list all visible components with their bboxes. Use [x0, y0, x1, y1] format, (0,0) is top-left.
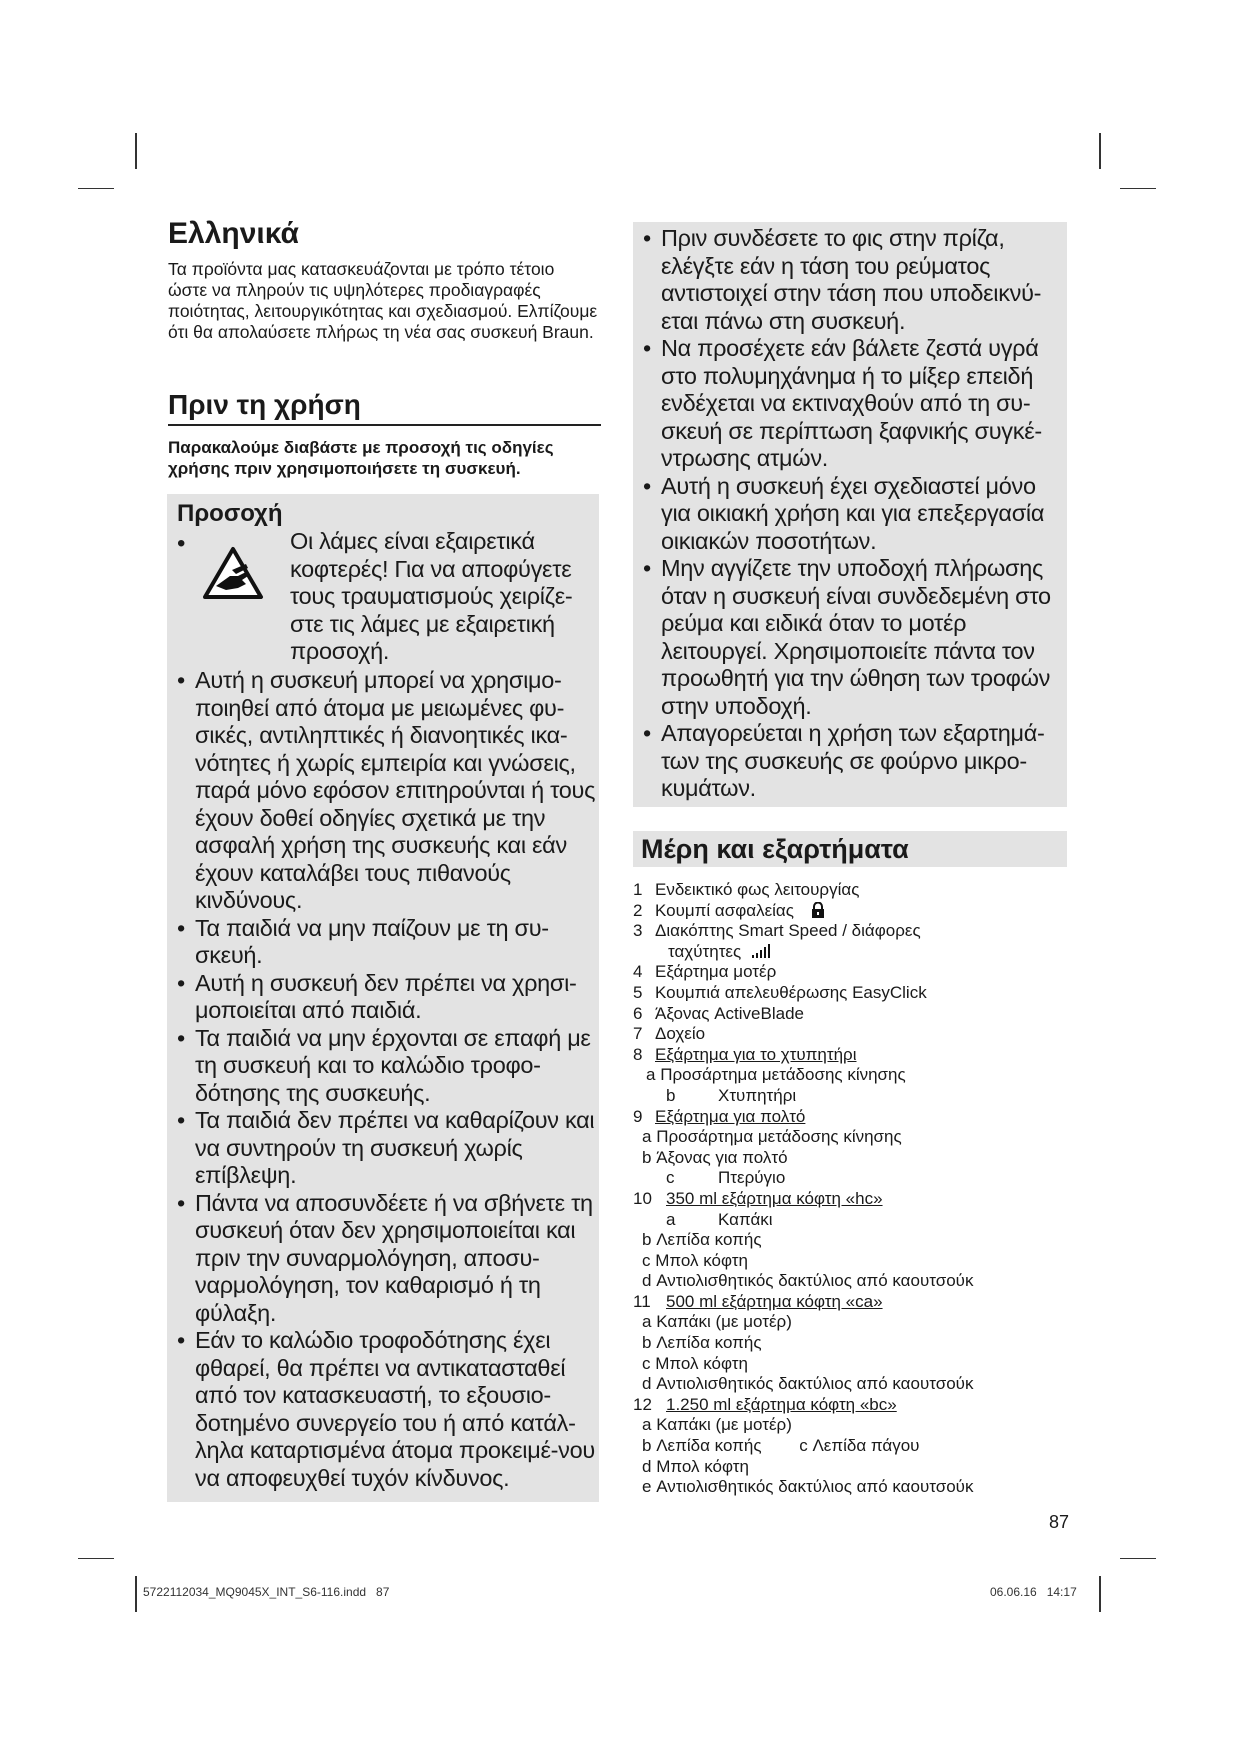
parts-heading-box: [633, 831, 1067, 867]
parts-item: b Λεπίδα κοπής c Λεπίδα πάγου: [642, 1436, 920, 1456]
parts-item: e Αντιολισθητικός δακτύλιος από καουτσούκ: [642, 1477, 974, 1497]
hand-blade-warning-icon: [202, 546, 264, 600]
list-item: • Τα παιδιά δεν πρέπει να καθαρίζουν και να συντηρούν τη συσκευή χωρίς επίβλεψη.: [177, 1107, 602, 1190]
parts-item: a Καπάκι (με μοτέρ): [642, 1415, 792, 1435]
crop-mark: [1120, 188, 1156, 189]
crop-mark: [1099, 1576, 1101, 1612]
footer-date: 06.06.16 14:17: [990, 1585, 1077, 1599]
list-item: • Εάν το καλώδιο τροφοδότησης έχει φθαρεί, θα πρέπει να αντικατασταθεί από τον κατασκευαστή, το εξουσιο-δοτημένο συνεργείο του ή από κατάλ-ληλα καταρτισμένα άτομα προκειμέ-νου να αποφευχθεί τυχόν κίνδυνος.: [177, 1327, 602, 1492]
caution-box: [167, 494, 599, 1502]
blade-warning-text: Οι λάμες είναι εξαιρετικά κοφτερές! Για να αποφύγετε τους τραυματισμούς χειρίζε-στε τις λάμες με εξαιρετική προσοχή.: [290, 528, 573, 664]
crop-mark: [135, 1576, 137, 1612]
list-item: • Μην αγγίζετε την υποδοχή πλήρωσης όταν η συσκευή είναι συνδεδεμένη στο ρεύμα και ειδικά όταν το μοτέρ λειτουργεί. Χρησιμοποιείτε πάντα τον προωθητή για την ώθηση των τροφών στην υποδοχή.: [643, 555, 1063, 720]
parts-item: b Λεπίδα κοπής: [642, 1333, 762, 1353]
parts-heading: Μέρη και εξαρτήματα: [641, 834, 909, 864]
parts-item: c Μπολ κόφτη: [642, 1353, 748, 1373]
list-item: • Αυτή η συσκευή δεν πρέπει να χρησι-μοποιείται από παιδιά.: [177, 970, 602, 1025]
safety-box-continued: [633, 222, 1067, 807]
crop-mark: [78, 188, 114, 189]
parts-item: b Άξονας για πολτό: [642, 1147, 788, 1167]
parts-item: 5 Κουμπιά απελευθέρωσης EasyClick: [633, 982, 927, 1002]
bullet: •: [177, 530, 186, 557]
caution-list: [177, 667, 602, 1492]
before-use-heading: Πριν τη χρήση: [168, 388, 601, 426]
list-item: • Αυτή η συσκευή έχει σχεδιαστεί μόνο για οικιακή χρήση και για επεξεργασία οικιακών ποσοτήτων.: [643, 473, 1063, 556]
parts-item: 2 Κουμπί ασφαλείας: [633, 901, 1073, 922]
lock-icon: [811, 902, 825, 918]
parts-item: b Χτυπητήρι: [666, 1085, 797, 1105]
parts-item: 8 Εξάρτημα για το χτυπητήρι: [633, 1044, 857, 1064]
parts-item: 7 Δοχείο: [633, 1024, 706, 1044]
safety-list: [643, 225, 1063, 803]
parts-item: d Μπολ κόφτη: [642, 1456, 749, 1476]
parts-item: 12 1.250 ml εξάρτημα κόφτη «bc»: [633, 1394, 897, 1414]
parts-item: a Προσάρτημα μετάδοσης κίνησης: [642, 1127, 902, 1147]
footer-file: 5722112034_MQ9045X_INT_S6-116.indd 87: [143, 1585, 390, 1599]
crop-mark: [1099, 133, 1101, 169]
parts-item: a Προσάρτημα μετάδοσης κίνησης: [646, 1065, 906, 1085]
parts-item: 11 500 ml εξάρτημα κόφτη «ca»: [633, 1291, 883, 1311]
parts-item: c Πτερύγιο: [666, 1168, 786, 1188]
page-title: Ελληνικά: [168, 217, 299, 250]
list-item: • Τα παιδιά να μην παίζουν με τη συ-σκευή.: [177, 915, 602, 970]
parts-item: 1 Ενδεικτικό φως λειτουργίας: [633, 880, 860, 899]
speed-bars-icon: [752, 944, 772, 958]
list-item: • Πριν συνδέσετε το φις στην πρίζα, ελέγξτε εάν η τάση του ρεύματος αντιστοιχεί στην τάση που υποδεικνύ-εται πάνω στη συσκευή.: [643, 225, 1063, 335]
parts-item: 4 Εξάρτημα μοτέρ: [633, 962, 777, 982]
caution-title: Προσοχή: [177, 500, 283, 527]
page-number: 87: [1049, 1512, 1070, 1532]
before-use-note: Παρακαλούμε διαβάστε με προσοχή τις οδηγίες χρήσης πριν χρησιμοποιήσετε τη συσκευή.: [168, 438, 554, 478]
parts-list: [633, 880, 1073, 1498]
intro-paragraph: Τα προϊόντα μας κατασκευάζονται με τρόπο τέτοιο ώστε να πληρούν τις υψηλότερες προδιαγραφές ποιότητας, λειτουργικότητας και σχεδιασμού. Ελπίζουμε ότι θα απολαύσετε πλήρως τη νέα σας συσκευή Braun.: [168, 259, 598, 342]
parts-item: a Καπάκι (με μοτέρ): [642, 1312, 792, 1332]
parts-item: d Αντιολισθητικός δακτύλιος από καουτσούκ: [642, 1374, 974, 1394]
parts-item: 10 350 ml εξάρτημα κόφτη «hc»: [633, 1188, 883, 1208]
list-item: • Απαγορεύεται η χρήση των εξαρτημά-των της συσκευής σε φούρνο μικρο-κυμάτων.: [643, 720, 1063, 803]
parts-item: 9 Εξάρτημα για πολτό: [633, 1106, 806, 1126]
list-item: • Τα παιδιά να μην έρχονται σε επαφή με τη συσκευή και το καλώδιο τροφο-δότησης της συσκευής.: [177, 1025, 602, 1108]
parts-item: 6 Άξονας ActiveBlade: [633, 1003, 804, 1023]
crop-mark: [78, 1558, 114, 1559]
parts-item: 3 Διακόπτης Smart Speed / διάφορες: [633, 921, 921, 941]
parts-item: ταχύτητες: [633, 942, 1073, 963]
crop-mark: [135, 133, 137, 169]
parts-item: d Αντιολισθητικός δακτύλιος από καουτσούκ: [642, 1271, 974, 1291]
parts-item: b Λεπίδα κοπής: [642, 1230, 762, 1250]
list-item: • Πάντα να αποσυνδέετε ή να σβήνετε τη συσκευή όταν δεν χρησιμοποιείται και πριν την συναρμολόγηση, αποσυ-ναρμολόγηση, τον καθαρισμό ή τη φύλαξη.: [177, 1190, 602, 1328]
list-item: • Αυτή η συσκευή μπορεί να χρησιμο-ποιηθεί από άτομα με μειωμένες φυ-σικές, αντιληπτικές ή διανοητικές ικα-νότητες ή χωρίς εμπειρία και γνώσεις, παρά μόνο εφόσον επιτηρούνται ή τους έχουν δοθεί οδηγίες σχετικά με την ασφαλή χρήση της συσκευής και εάν έχουν καταλάβει τους πιθανούς κινδύνους.: [177, 667, 602, 915]
list-item: • Να προσέχετε εάν βάλετε ζεστά υγρά στο πολυμηχάνημα ή το μίξερ επειδή ενδέχεται να εκτιναχθούν από τη συ-σκευή σε περίπτωση ξαφνικής συγκέ-ντρωσης ατμών.: [643, 335, 1063, 473]
parts-item: c Μπολ κόφτη: [642, 1250, 748, 1270]
crop-mark: [1120, 1558, 1156, 1559]
parts-item: a Καπάκι: [666, 1209, 773, 1229]
